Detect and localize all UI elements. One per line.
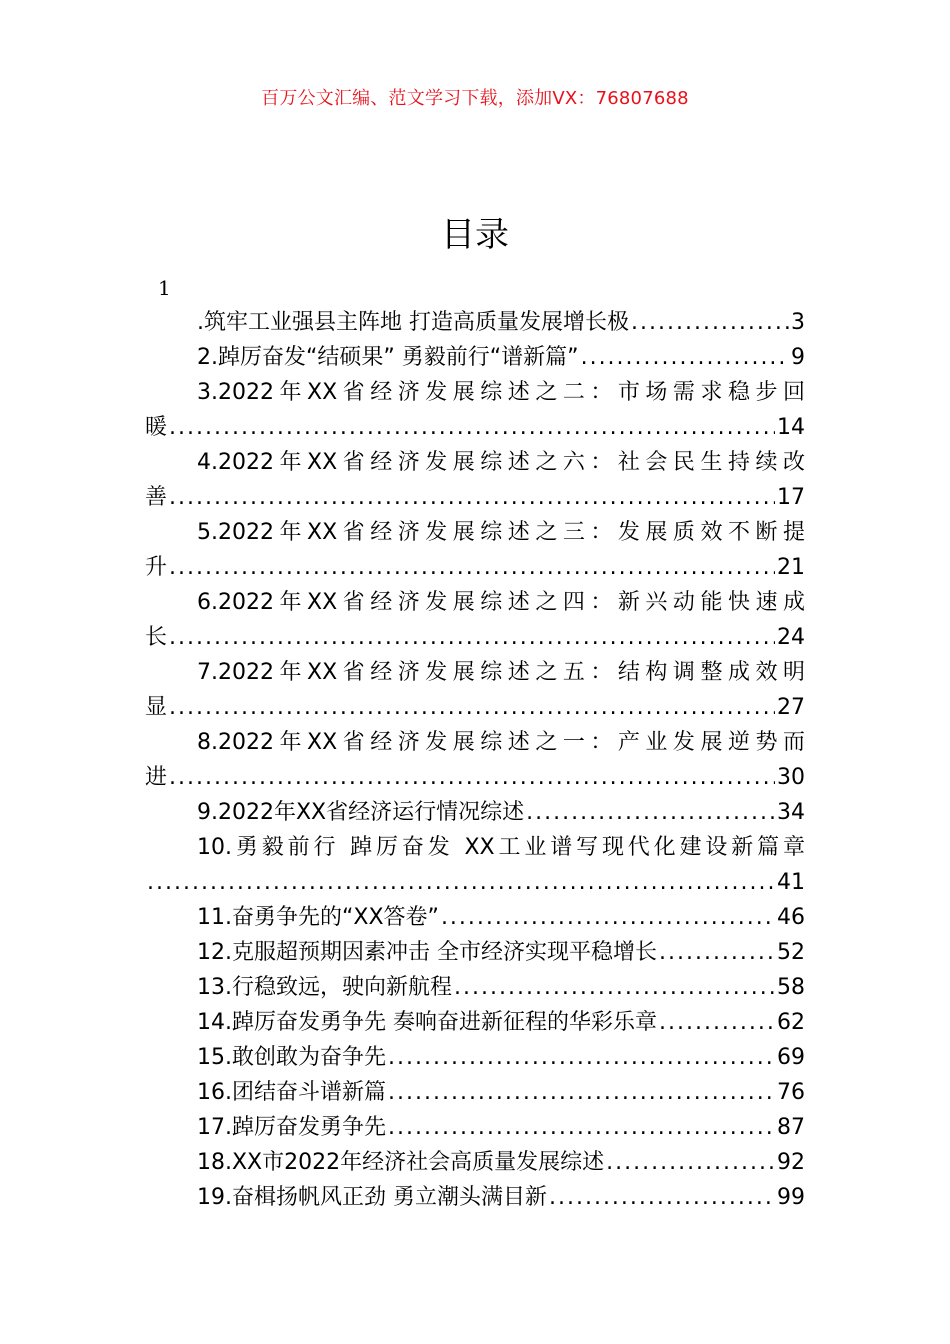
- toc-page-number: 24: [777, 625, 805, 650]
- toc-entry-title-continued: 善: [145, 485, 168, 510]
- toc-entry-title: 19.奋楫扬帆风正劲 勇立潮头满目新: [197, 1185, 547, 1210]
- toc-entry-title: 4.2022年XX省经济发展综述之六：社会民生持续改: [197, 450, 805, 475]
- toc-entry-line: [145, 340, 805, 375]
- toc-entry-line: [145, 1145, 805, 1180]
- toc-entry-continuation: [145, 865, 805, 900]
- toc-leader-dots: [169, 550, 775, 585]
- toc-page-number: 52: [777, 940, 805, 965]
- toc-leader-dots: [441, 900, 775, 935]
- toc-entry-title-continued: 长: [145, 625, 168, 650]
- toc-leader-dots: [631, 305, 789, 340]
- toc-entry-line: [145, 445, 805, 480]
- toc-entry-title: 11.奋勇争先的“XX答卷”: [197, 905, 439, 930]
- toc-entry[interactable]: [145, 585, 805, 655]
- toc-entry-title-continued: 进: [145, 765, 168, 790]
- toc-leader-dots: [388, 1110, 775, 1145]
- toc-page-number: 62: [777, 1010, 805, 1035]
- toc-entry[interactable]: [145, 1075, 805, 1110]
- toc-entry-line: [145, 515, 805, 550]
- toc-leader-dots: [526, 795, 775, 830]
- toc-entry[interactable]: [145, 1005, 805, 1040]
- toc-leader-dots: [388, 1040, 775, 1075]
- toc-entry[interactable]: [145, 1180, 805, 1215]
- toc-entry-title: 2.踔厉奋发“结硕果” 勇毅前行“谱新篇”: [197, 345, 579, 370]
- toc-leader-dots: [454, 970, 775, 1005]
- toc-page-number: 21: [777, 555, 805, 580]
- toc-page-number: 41: [777, 870, 805, 895]
- toc-entry[interactable]: [145, 900, 805, 935]
- toc-entry-continuation: [145, 550, 805, 585]
- toc-page-number: 87: [777, 1115, 805, 1140]
- page-mark: 1: [158, 276, 171, 300]
- page-title: 目录: [441, 215, 509, 255]
- toc-entry[interactable]: [145, 725, 805, 795]
- toc-leader-dots: [169, 690, 775, 725]
- toc-leader-dots: [169, 410, 775, 445]
- toc-entry-line: [145, 1180, 805, 1215]
- toc-entry-title: 18.XX市2022年经济社会高质量发展综述: [197, 1150, 605, 1175]
- toc-page-number: 76: [777, 1080, 805, 1105]
- toc-entry-continuation: [145, 760, 805, 795]
- toc-entry[interactable]: [145, 830, 805, 900]
- toc-entry-line: [145, 655, 805, 690]
- toc-page-number: 58: [777, 975, 805, 1000]
- toc-entry-title: 7.2022年XX省经济发展综述之五：结构调整成效明: [197, 660, 805, 685]
- toc-entry-line: [145, 1005, 805, 1040]
- toc-entry-line: [145, 725, 805, 760]
- toc-entry-line: [145, 375, 805, 410]
- toc-page-number: 3: [791, 310, 805, 335]
- toc-entry-line: [145, 1110, 805, 1145]
- toc-entry-title: 12.克服超预期因素冲击 全市经济实现平稳增长: [197, 940, 657, 965]
- toc-entry-title: 3.2022年XX省经济发展综述之二：市场需求稳步回: [197, 380, 805, 405]
- toc-leader-dots: [659, 935, 775, 970]
- toc-entry[interactable]: [145, 1145, 805, 1180]
- table-of-contents: [145, 305, 805, 1215]
- toc-entry-line: [145, 935, 805, 970]
- toc-entry-line: [145, 1075, 805, 1110]
- toc-entry[interactable]: [145, 305, 805, 340]
- toc-entry[interactable]: [145, 935, 805, 970]
- toc-entry-title: 13.行稳致远，驶向新航程: [197, 975, 452, 1000]
- toc-entry-continuation: [145, 690, 805, 725]
- toc-page-number: 99: [777, 1185, 805, 1210]
- toc-leader-dots: [659, 1005, 775, 1040]
- toc-entry-title-continued: 暖: [145, 415, 168, 440]
- toc-entry[interactable]: [145, 445, 805, 515]
- toc-entry-continuation: [145, 620, 805, 655]
- toc-leader-dots: [169, 480, 775, 515]
- toc-entry-title: 8.2022年XX省经济发展综述之一：产业发展逆势而: [197, 730, 805, 755]
- toc-leader-dots: [388, 1075, 775, 1110]
- toc-entry-line: [145, 1040, 805, 1075]
- toc-entry[interactable]: [145, 515, 805, 585]
- toc-entry[interactable]: [145, 655, 805, 725]
- toc-entry-title: 9.2022年XX省经济运行情况综述: [197, 800, 525, 825]
- toc-entry-title: 17.踔厉奋发勇争先: [197, 1115, 386, 1140]
- toc-leader-dots: [169, 760, 775, 795]
- watermark-text: 百万公文汇编、范文学习下载，添加VX：76807688: [261, 88, 689, 109]
- toc-entry-title-continued: 显: [145, 695, 168, 720]
- toc-entry[interactable]: [145, 340, 805, 375]
- toc-entry-title: 5.2022年XX省经济发展综述之三：发展质效不断提: [197, 520, 805, 545]
- toc-page-number: 34: [777, 800, 805, 825]
- toc-entry-line: [145, 900, 805, 935]
- toc-page-number: 92: [777, 1150, 805, 1175]
- toc-leader-dots: [147, 865, 775, 900]
- toc-page-number: 69: [777, 1045, 805, 1070]
- toc-entry-title: 15.敢创敢为奋争先: [197, 1045, 386, 1070]
- toc-page-number: 9: [791, 345, 805, 370]
- toc-entry-title: 10.勇毅前行 踔厉奋发 XX工业谱写现代化建设新篇章: [197, 835, 805, 860]
- toc-leader-dots: [581, 340, 789, 375]
- toc-leader-dots: [606, 1145, 775, 1180]
- toc-entry[interactable]: [145, 1110, 805, 1145]
- toc-page-number: 46: [777, 905, 805, 930]
- toc-entry-title: 6.2022年XX省经济发展综述之四：新兴动能快速成: [197, 590, 805, 615]
- toc-entry[interactable]: [145, 970, 805, 1005]
- toc-page-number: 17: [777, 485, 805, 510]
- toc-page-number: 27: [777, 695, 805, 720]
- toc-entry[interactable]: [145, 1040, 805, 1075]
- toc-entry-line: [145, 795, 805, 830]
- toc-entry-line: [145, 585, 805, 620]
- toc-entry[interactable]: [145, 795, 805, 830]
- toc-entry-line: [145, 970, 805, 1005]
- toc-leader-dots: [549, 1180, 775, 1215]
- toc-entry-line: [145, 305, 805, 340]
- toc-leader-dots: [169, 620, 775, 655]
- toc-entry[interactable]: [145, 375, 805, 445]
- toc-entry-line: [145, 830, 805, 865]
- toc-entry-title: 16.团结奋斗谱新篇: [197, 1080, 386, 1105]
- toc-page-number: 14: [777, 415, 805, 440]
- toc-entry-continuation: [145, 410, 805, 445]
- toc-entry-title-continued: 升: [145, 555, 168, 580]
- toc-entry-title: 14.踔厉奋发勇争先 奏响奋进新征程的华彩乐章: [197, 1010, 657, 1035]
- toc-entry-title: .筑牢工业强县主阵地 打造高质量发展增长极: [197, 310, 629, 335]
- toc-entry-continuation: [145, 480, 805, 515]
- toc-page-number: 30: [777, 765, 805, 790]
